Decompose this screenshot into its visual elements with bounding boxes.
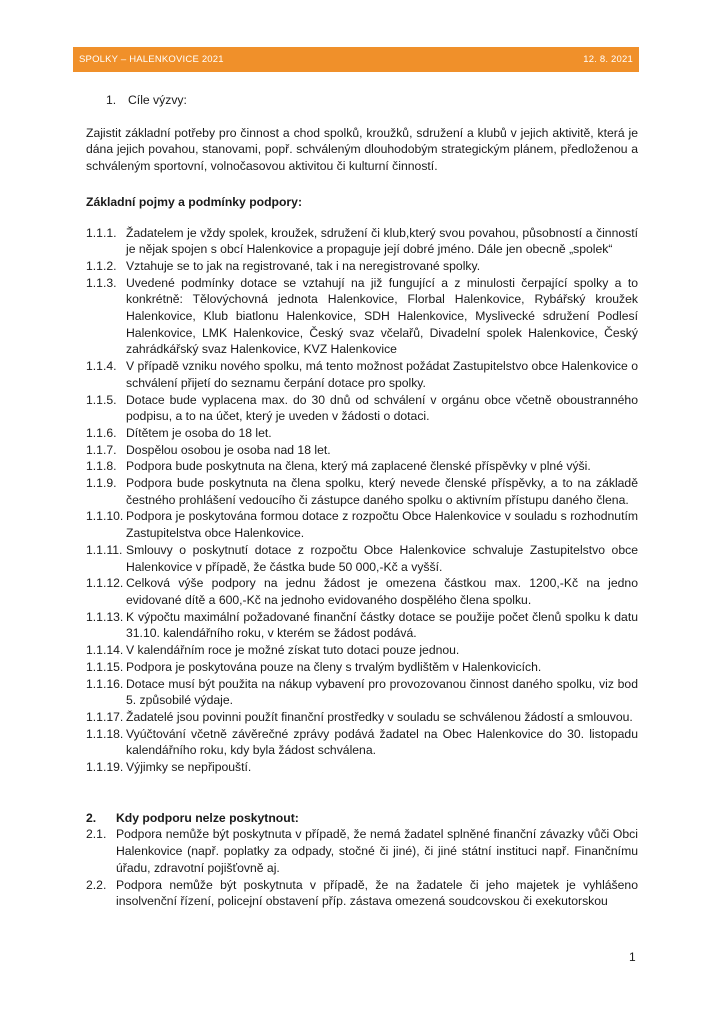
section-2-item <box>86 877 638 910</box>
condition-item-number: 1.1.9. <box>86 476 117 491</box>
condition-item-text: V případě vzniku nového spolku, má tento možnost požádat Zastupitelstvo obce Halenkovice o schválení přijetí do seznamu čerpání dotace pro spolky. <box>126 359 638 390</box>
section-2-item-text: Podpora nemůže být poskytnuta v případě, že nemá žadatel splněné finanční závazky vůči Obci Halenkovice (např. poplatky za odpady, stočné či jiné), či jiné státní instituci např. Finančnímu úřadu, zdravotní pojišťovně aj. <box>116 827 638 875</box>
condition-item <box>86 659 638 676</box>
condition-item-number: 1.1.18. <box>86 726 124 741</box>
section-1-number: 1. <box>106 93 117 107</box>
condition-item-number: 1.1.6. <box>86 425 117 440</box>
condition-item-number: 1.1.19. <box>86 760 124 775</box>
condition-item-number: 1.1.16. <box>86 676 124 691</box>
condition-item-number: 1.1.15. <box>86 659 124 674</box>
condition-item <box>86 542 638 575</box>
condition-item <box>86 726 638 759</box>
condition-item-text: Žadatelé jsou povinni použít finanční prostředky v souladu se schválenou žádostí a smlouvou. <box>126 709 633 724</box>
section-1-title: Cíle výzvy: <box>128 93 187 107</box>
condition-item-text: Podpora bude poskytnuta na člena spolku, který nevede členské příspěvky, a to na základě čestného prohlášení vedoucího či zástupce daného spolku o aktivním přístupu daného člena. <box>126 476 638 507</box>
condition-item-text: Smlouvy o poskytnutí dotace z rozpočtu Obce Halenkovice schvaluje Zastupitelstvo obce Halenkovice v případě, že částka bude 50 000,-Kč a vyšší. <box>126 542 638 574</box>
section-2-item-number: 2.1. <box>86 827 107 842</box>
section-2-list <box>86 826 638 910</box>
condition-item <box>86 458 638 475</box>
condition-item-number: 1.1.8. <box>86 459 117 474</box>
condition-item-text: Dotace bude vyplacena max. do 30 dnů od schválení v orgánu obce včetně oboustranného podpisu, a to na účet, který je uveden v žádosti o dotaci. <box>126 392 638 424</box>
condition-item <box>86 508 638 541</box>
condition-item-text: Dospělou osobou je osoba nad 18 let. <box>126 442 331 457</box>
page-number: 1 <box>629 950 636 964</box>
condition-item <box>86 642 638 659</box>
section-2-heading <box>86 810 638 827</box>
condition-item-number: 1.1.7. <box>86 442 117 457</box>
header-bar <box>73 47 639 72</box>
condition-item <box>86 258 638 275</box>
section-2-number: 2. <box>86 810 97 825</box>
header-title: SPOLKY – HALENKOVICE 2021 <box>79 54 224 65</box>
condition-item <box>86 709 638 726</box>
condition-item <box>86 442 638 459</box>
section-1-heading <box>106 92 638 109</box>
condition-item-text: Vyúčtování včetně závěrečné zprávy podává žadatel na Obec Halenkovice do 30. listopadu kalendářního roku, kdy byla žádost schválena. <box>126 726 638 758</box>
condition-item <box>86 609 638 642</box>
condition-item-text: Vztahuje se to jak na registrované, tak i na neregistrované spolky. <box>126 258 481 273</box>
condition-item-text: Dítětem je osoba do 18 let. <box>126 425 272 440</box>
condition-item-text: Podpora je poskytována formou dotace z rozpočtu Obce Halenkovice v souladu s rozhodnutím Zastupitelstva obce Halenkovice. <box>126 509 638 541</box>
condition-item-number: 1.1.11. <box>86 542 123 557</box>
condition-item-text: Dotace musí být použita na nákup vybavení pro provozovanou činnost daného spolku, viz bod 5. způsobilé výdaje. <box>126 676 638 708</box>
section-2-item-text: Podpora nemůže být poskytnuta v případě, že na žadatele či jeho majetek je vyhlášeno insolvenční řízení, policejní obstavení příp. zástava omezená soudcovskou či exekutorskou <box>116 877 638 909</box>
section-2-item <box>86 826 638 876</box>
header-date: 12. 8. 2021 <box>583 54 633 65</box>
condition-item <box>86 225 638 258</box>
condition-item <box>86 275 638 359</box>
conditions-heading: Základní pojmy a podmínky podpory: <box>86 194 303 209</box>
condition-item <box>86 425 638 442</box>
condition-item-number: 1.1.14. <box>86 643 124 658</box>
condition-item-number: 1.1.4. <box>86 359 117 374</box>
condition-item <box>86 358 638 391</box>
condition-item-text: V kalendářním roce je možné získat tuto dotaci pouze jednou. <box>126 643 460 658</box>
conditions-list <box>86 225 638 776</box>
condition-item <box>86 392 638 425</box>
condition-item-number: 1.1.3. <box>86 275 117 290</box>
condition-item-text: Podpora je poskytována pouze na členy s trvalým bydlištěm v Halenkovicích. <box>126 659 542 674</box>
condition-item-text: K výpočtu maximální požadované finanční částky dotace se použije počet členů spolku k datu 31.10. kalendářního roku, v kterém se žádost podává. <box>126 609 638 641</box>
condition-item-number: 1.1.2. <box>86 258 117 273</box>
condition-item-text: Žadatelem je vždy spolek, kroužek, sdružení či klub,který svou povahou, působností a činností je nějak spojen s obcí Halenkovice a propaguje její dobré jméno. Dále jen obecně „spolek“ <box>126 225 638 257</box>
condition-item <box>86 475 638 508</box>
intro-paragraph: Zajistit základní potřeby pro činnost a chod spolků, kroužků, sdružení a klubů v jejich aktivitě, která je dána jejich povahou, stanovami, popř. schváleným dlouhodobým strategickým plánem, předloženou a schváleným sportovní, volnočasovou aktivitou či kulturní činností. <box>86 125 638 174</box>
condition-item-number: 1.1.17. <box>86 709 124 724</box>
condition-item-number: 1.1.5. <box>86 392 117 407</box>
condition-item-number: 1.1.10. <box>86 509 124 524</box>
condition-item-number: 1.1.12. <box>86 576 124 591</box>
condition-item <box>86 676 638 709</box>
condition-item-text: Výjimky se nepřipouští. <box>126 760 252 775</box>
condition-item-number: 1.1.13. <box>86 609 124 624</box>
section-2-title: Kdy podporu nelze poskytnout: <box>116 810 299 825</box>
condition-item-text: Celková výše podpory na jednu žádost je omezena částkou max. 1200,-Kč na jedno evidované dítě a 600,-Kč na jednoho evidovaného dospělého člena spolku. <box>126 576 638 607</box>
section-2-item-number: 2.2. <box>86 877 107 892</box>
condition-item <box>86 759 638 776</box>
condition-item-text: Uvedené podmínky dotace se vztahují na již fungující a z minulosti čerpající spolky a to konkrétně: Tělovýchovná jednota Halenkovice, Florbal Halenkovice, Rybářský kroužek Halenkovice, Klub biatlonu Halenkovice, SDH Halenkovice, Myslivecké sdružení Podlesí Halenkovice, LMK Halenkovice, Český svaz včelařů, Divadelní spolek Halenkovice, Český zahrádkářský svaz Halenkovice, KVZ Halenkovice <box>126 275 638 357</box>
document-body <box>86 92 638 910</box>
condition-item <box>86 575 638 608</box>
condition-item-number: 1.1.1. <box>86 225 117 240</box>
condition-item-text: Podpora bude poskytnuta na člena, který má zaplacené členské příspěvky v plné výši. <box>126 459 591 474</box>
